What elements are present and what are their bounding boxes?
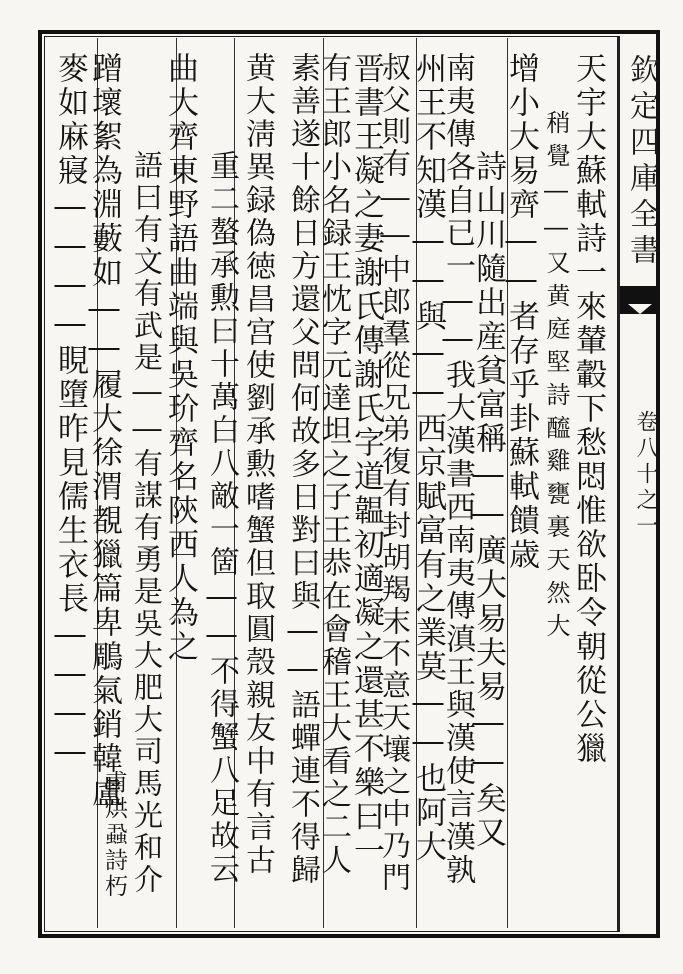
gutter-book-title: 欽定四庫全書 <box>624 54 659 270</box>
text-column-10: 素善遂十餘日方還父問何故多日對曰與――語蟬連不得歸 <box>285 52 320 887</box>
fishtail-mark <box>620 286 660 314</box>
text-column-17: 麥如麻寢――――睍墮昨見儒生衣長―――― <box>52 52 88 772</box>
text-column-4: 詩山川隨出産貧富稱――廣大易夫易――矣又 <box>470 150 506 850</box>
gutter-divider <box>618 36 620 932</box>
text-column-3: 增小大易齊――者存乎卦蘇軾饋歳 <box>503 52 539 572</box>
gutter-volume-label: 卷八十之一 <box>633 410 658 540</box>
text-column-11: 黄大淸異録偽徳昌宫使劉承勲嗜蟹但取圓殼親友中有言古 <box>240 52 275 877</box>
text-column-5: 南夷傳各自已一――我大漢書西南夷傳滇王與漢使言漢孰 <box>440 52 475 887</box>
text-column-12: 重二螯承勲曰十萬白八敵一箇――不得蟹八足故云 <box>204 150 239 886</box>
text-column-7: 叔父則有――中郎羣從兄弟復有封胡羯末不意天壤之中乃門 <box>378 52 412 894</box>
text-column-2: 稍覺――又黄庭堅詩醯雞甕裏天然大 <box>542 110 570 646</box>
text-column-13: 曲大齊東野語曲端與吳玠齊名陝西人為之 <box>162 52 198 664</box>
text-column-14: 語曰有文有武是――有謀有勇是吳大肥大司馬光和介 <box>130 150 164 896</box>
text-column-9: 有王郎小名録王忱字元達坦之子王恭在會稽王大看之二人 <box>316 52 351 877</box>
text-column-15: 甫烘蝨詩朽 <box>101 770 127 900</box>
text-column-8: 晋書王凝之妻謝氏傳謝氏字道韞初適凝之還甚不樂曰一 <box>348 52 384 868</box>
text-column-16: 蹭壞絮為淵藪如――履大徐渭覩獵篇卑鵰氣銷韓盧 <box>86 52 122 810</box>
text-column-6: 州王不知漢――與――西京賦富有之業莫――也阿大 <box>410 52 446 864</box>
text-column-1: 天宇大蘇軾詩一來輦轂下愁悶惟欲卧令朝從公獵 <box>570 52 606 766</box>
